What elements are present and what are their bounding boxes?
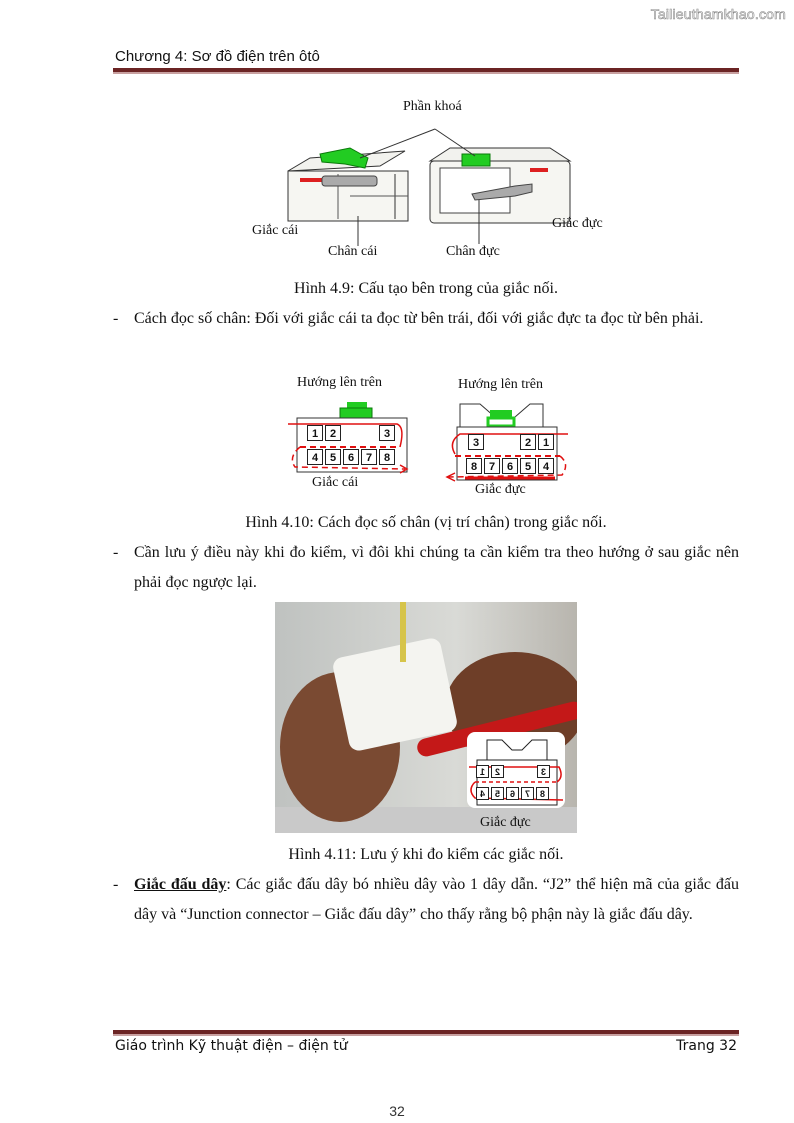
footer-page: Trang 32 bbox=[676, 1038, 737, 1054]
pin-number: 1 bbox=[476, 765, 489, 778]
pin-number: 4 bbox=[476, 787, 489, 800]
bullet-dash: - bbox=[113, 876, 119, 893]
connector-cutaway-illustration bbox=[250, 96, 620, 266]
watermark: Tailieuthamkhao.com bbox=[650, 6, 786, 22]
footer-rule bbox=[113, 1030, 739, 1036]
figure-caption: Hình 4.9: Cấu tạo bên trong của giắc nối. bbox=[294, 280, 558, 297]
chapter-header: Chương 4: Sơ đồ điện trên ôtô bbox=[115, 48, 320, 65]
paragraph-text: Cách đọc số chân: Đối với giắc cái ta đọc từ bên trái, đối với giắc đực ta đọc từ bên phải. bbox=[134, 310, 704, 327]
header-rule bbox=[113, 68, 739, 74]
pin-number: 7 bbox=[361, 449, 377, 465]
paragraph-text: : Các giắc đấu dây bó nhiều dây vào 1 dây dẫn. “J2” thể hiện mã của giắc đấu dây và “Junction connector – Giắc đấu dây” cho thấy rằng bộ phận này là giắc đấu dây. bbox=[134, 876, 739, 923]
footer-book-title: Giáo trình Kỹ thuật điện – điện tử bbox=[115, 1038, 348, 1054]
bullet-dash: - bbox=[113, 544, 119, 561]
pin-number: 1 bbox=[307, 425, 323, 441]
pin-number: 8 bbox=[466, 458, 482, 474]
bullet-paragraph bbox=[113, 304, 739, 334]
figure-caption: Hình 4.10: Cách đọc số chân (vị trí chân) trong giắc nối. bbox=[245, 514, 607, 531]
left-connector-label: Giắc cái bbox=[312, 475, 359, 490]
pin-number: 2 bbox=[520, 434, 536, 450]
pin-number: 5 bbox=[491, 787, 504, 800]
inset-label: Giắc đực bbox=[480, 815, 531, 830]
paragraph-text: Cần lưu ý điều này khi đo kiểm, vì đôi khi chúng ta cần kiểm tra theo hướng ở sau giắc nên phải đọc ngược lại. bbox=[134, 544, 739, 591]
right-connector-label: Giắc đực bbox=[475, 482, 526, 497]
figure-4-10 bbox=[280, 372, 580, 507]
footer bbox=[115, 1038, 737, 1054]
pin-number: 8 bbox=[536, 787, 549, 800]
bullet-paragraph bbox=[113, 538, 739, 598]
pin-number: 5 bbox=[325, 449, 341, 465]
right-direction-label: Hướng lên trên bbox=[458, 377, 543, 392]
label-female-pin: Chân cái bbox=[328, 244, 378, 259]
bullet-paragraph bbox=[113, 870, 739, 930]
pin-number: 4 bbox=[307, 449, 323, 465]
pin-number: 7 bbox=[521, 787, 534, 800]
pin-number: 8 bbox=[379, 449, 395, 465]
term-junction-connector: Giắc đấu dây bbox=[134, 876, 227, 893]
pin-number: 3 bbox=[537, 765, 550, 778]
label-male-pin: Chân đực bbox=[446, 244, 500, 259]
bullet-dash: - bbox=[113, 310, 119, 327]
pin-number: 1 bbox=[538, 434, 554, 450]
left-direction-label: Hướng lên trên bbox=[297, 375, 382, 390]
pin-number: 3 bbox=[379, 425, 395, 441]
pin-number: 5 bbox=[520, 458, 536, 474]
figure-caption: Hình 4.11: Lưu ý khi đo kiểm các giắc nối. bbox=[288, 846, 564, 863]
label-male-connector: Giắc đực bbox=[552, 216, 603, 231]
pin-number: 4 bbox=[538, 458, 554, 474]
pin-number: 2 bbox=[491, 765, 504, 778]
figure-4-9 bbox=[250, 96, 620, 266]
pin-number: 2 bbox=[325, 425, 341, 441]
pin-number: 6 bbox=[502, 458, 518, 474]
page-number: 32 bbox=[389, 1103, 405, 1119]
figure-4-11-photo bbox=[275, 602, 577, 833]
pin-number: 3 bbox=[468, 434, 484, 450]
label-lock: Phần khoá bbox=[403, 99, 462, 114]
pin-number: 6 bbox=[506, 787, 519, 800]
label-female-connector: Giắc cái bbox=[252, 223, 299, 238]
pin-number: 6 bbox=[343, 449, 359, 465]
pin-number: 7 bbox=[484, 458, 500, 474]
